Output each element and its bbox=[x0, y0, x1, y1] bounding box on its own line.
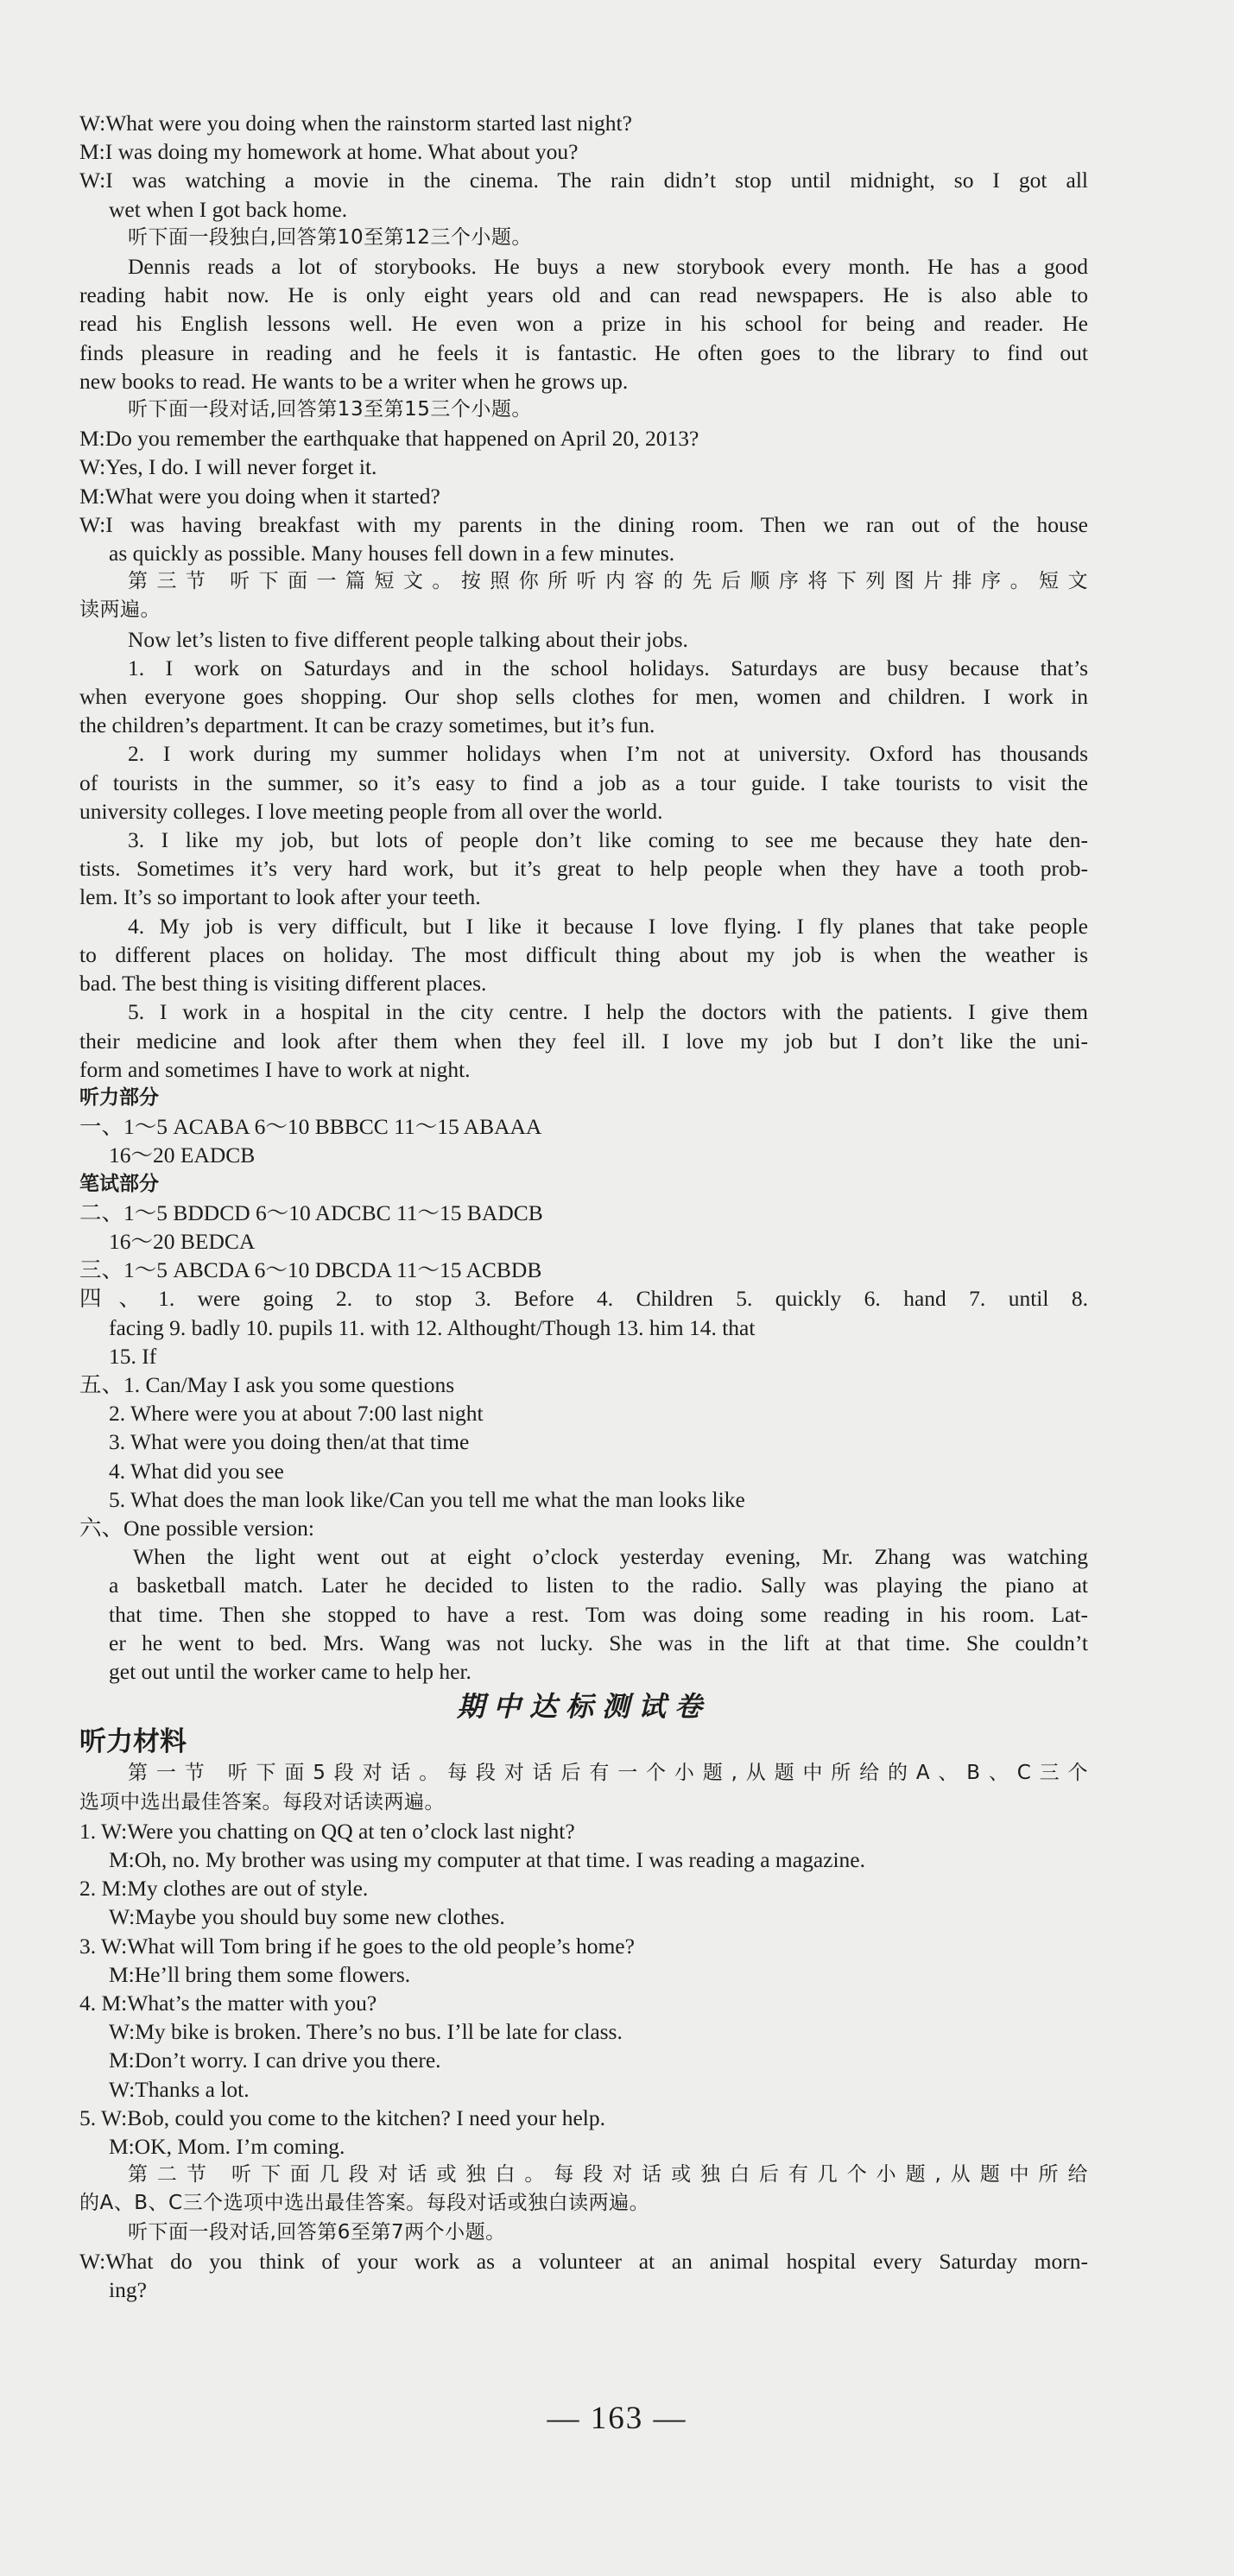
text-line: 4. My job is very difficult, but I like it because I love flying. I fly planes that take people bbox=[128, 913, 1088, 939]
text-line: wet when I got back home. bbox=[109, 196, 348, 222]
text-line: 三、1～5 ABCDA 6～10 DBCDA 11～15 ACBDB bbox=[79, 1257, 542, 1283]
text-line: get out until the worker came to help her. bbox=[109, 1658, 471, 1684]
text-line: 5. I work in a hospital in the city centre. I help the doctors with the patients. I give them bbox=[128, 999, 1088, 1025]
text-line: 笔试部分 bbox=[79, 1172, 159, 1195]
text-line: 一、1～5 ACABA 6～10 BBBCC 11～15 ABAAA bbox=[79, 1114, 542, 1140]
text-line: finds pleasure in reading and he feels it is fantastic. He often goes to the library to find out bbox=[79, 339, 1088, 365]
text-line: 的A、B、C三个选项中选出最佳答案。每段对话或独白读两遍。 bbox=[79, 2192, 650, 2215]
text-line: 1. I work on Saturdays and in the school holidays. Saturdays are busy because that’s bbox=[128, 655, 1088, 680]
text-line: 第三节 听下面一篇短文。按照你所听内容的先后顺序将下列图片排序。短文 bbox=[128, 570, 1088, 593]
text-line: W:Yes, I do. I will never forget it. bbox=[79, 454, 377, 480]
text-line: 选项中选出最佳答案。每段对话读两遍。 bbox=[79, 1790, 445, 1813]
text-line: 15. If bbox=[109, 1343, 157, 1369]
text-line: facing 9. badly 10. pupils 11. with 12. Althought/Though 13. him 14. that bbox=[109, 1314, 756, 1340]
answer-key-block bbox=[79, 109, 1088, 1686]
text-line: M:What were you doing when it started? bbox=[79, 483, 440, 509]
text-line: W:I was watching a movie in the cinema. The rain didn’t stop until midnight, so I got all bbox=[79, 168, 1088, 193]
text-line: M:Don’t worry. I can drive you there. bbox=[109, 2048, 441, 2073]
text-line: university colleges. I love meeting people from all over the world. bbox=[79, 798, 663, 824]
text-line: When the light went out at eight o’clock yesterday evening, Mr. Zhang was watching bbox=[133, 1544, 1088, 1570]
text-line: 第二节 听下面几段对话或独白。每段对话或独白后有几个小题,从题中所给 bbox=[128, 2163, 1088, 2187]
text-line: 第一节 听下面5段对话。每段对话后有一个小题,从题中所给的A、B、C三个 bbox=[128, 1762, 1088, 1785]
text-line: W:What were you doing when the rainstorm started last night? bbox=[79, 111, 632, 136]
text-line: 2. I work during my summer holidays when I’m not at university. Oxford has thousands bbox=[128, 741, 1088, 767]
text-line: when everyone goes shopping. Our shop sells clothes for men, women and children. I work in bbox=[79, 684, 1088, 710]
text-line: 六、One possible version: bbox=[79, 1515, 314, 1541]
text-line: 五、1. Can/May I ask you some questions bbox=[79, 1371, 455, 1397]
text-line: 二、1～5 BDDCD 6～10 ADCBC 11～15 BADCB bbox=[79, 1199, 543, 1225]
text-line: to different places on holiday. The most difficult thing about my job is when the weather is bbox=[79, 941, 1088, 967]
text-line: M:Do you remember the earthquake that happened on April 20, 2013? bbox=[79, 426, 699, 452]
text-line: 2. Where were you at about 7:00 last night bbox=[109, 1401, 484, 1427]
text-line: M:He’ll bring them some flowers. bbox=[109, 1961, 411, 1987]
text-line: W:What do you think of your work as a volunteer at an animal hospital every Saturday morn- bbox=[79, 2248, 1088, 2274]
document-body bbox=[79, 109, 1088, 2304]
text-line: new books to read. He wants to be a writer when he grows up. bbox=[79, 368, 629, 394]
text-line: a basketball match. Later he decided to listen to the radio. Sally was playing the piano at bbox=[109, 1573, 1088, 1598]
text-line: W:My bike is broken. There’s no bus. I’ll be late for class. bbox=[109, 2019, 623, 2045]
text-line: er he went to bed. Mrs. Wang was not lucky. She was in the lift at that time. She couldn’t bbox=[109, 1630, 1088, 1655]
text-line: 3. What were you doing then/at that time bbox=[109, 1429, 470, 1455]
text-line: read his English lessons well. He even won a prize in his school for being and reader. He bbox=[79, 311, 1088, 337]
text-line: their medicine and look after them when they feel ill. I love my job but I don’t like the uni- bbox=[79, 1028, 1088, 1054]
text-line: W:I was having breakfast with my parents in the dining room. Then we ran out of the house bbox=[79, 511, 1088, 537]
text-line: Now let’s listen to five different people talking about their jobs. bbox=[128, 626, 688, 652]
text-line: 4. M:What’s the matter with you? bbox=[79, 1991, 377, 2016]
text-line: 5. What does the man look like/Can you tell me what the man looks like bbox=[109, 1486, 745, 1512]
text-line: form and sometimes I have to work at night. bbox=[79, 1056, 471, 1082]
page-number: — 163 — bbox=[547, 2401, 687, 2436]
text-line: tists. Sometimes it’s very hard work, but it’s great to help people when they have a tooth prob- bbox=[79, 856, 1088, 882]
text-line: 读两遍。 bbox=[79, 598, 161, 622]
listening-material-block bbox=[79, 1759, 1088, 2304]
text-line: W:Maybe you should buy some new clothes. bbox=[109, 1904, 505, 1930]
text-line: 听下面一段对话,回答第13至第15三个小题。 bbox=[128, 398, 532, 421]
text-line: reading habit now. He is only eight years old and can read newspapers. He is also able to bbox=[79, 282, 1088, 308]
exam-title: 期中达标测试卷 bbox=[456, 1690, 711, 1724]
text-line: of tourists in the summer, so it’s easy to find a job as a tour guide. I take tourists to visit the bbox=[79, 769, 1088, 795]
text-line: 3. I like my job, but lots of people don’t like coming to see me because they hate den- bbox=[128, 827, 1088, 853]
text-line: W:Thanks a lot. bbox=[109, 2076, 250, 2102]
text-line: 四、1. were going 2. to stop 3. Before 4. Children 5. quickly 6. hand 7. until 8. bbox=[79, 1286, 1088, 1312]
text-line: 听下面一段独白,回答第10至第12三个小题。 bbox=[128, 225, 532, 249]
text-line: that time. Then she stopped to have a rest. Tom was doing some reading in his room. Lat- bbox=[109, 1601, 1088, 1627]
text-line: 3. W:What will Tom bring if he goes to the old people’s home? bbox=[79, 1933, 635, 1959]
text-line: 16～20 BEDCA bbox=[109, 1228, 256, 1254]
text-line: 1. W:Were you chatting on QQ at ten o’clock last night? bbox=[79, 1818, 575, 1844]
text-line: the children’s department. It can be crazy sometimes, but it’s fun. bbox=[79, 712, 655, 738]
text-line: Dennis reads a lot of storybooks. He buys a new storybook every month. He has a good bbox=[128, 254, 1088, 280]
text-line: as quickly as possible. Many houses fell down in a few minutes. bbox=[109, 541, 675, 566]
text-line: M:OK, Mom. I’m coming. bbox=[109, 2134, 345, 2160]
text-line: 5. W:Bob, could you come to the kitchen? I need your help. bbox=[79, 2104, 606, 2130]
text-line: 2. M:My clothes are out of style. bbox=[79, 1876, 369, 1902]
text-line: M:Oh, no. My brother was using my computer at that time. I was reading a magazine. bbox=[109, 1846, 865, 1872]
section-heading: 听力材料 bbox=[79, 1726, 187, 1758]
text-line: M:I was doing my homework at home. What about you? bbox=[79, 139, 579, 165]
text-line: lem. It’s so important to look after your teeth. bbox=[79, 884, 481, 910]
text-line: 听下面一段对话,回答第6至第7两个小题。 bbox=[128, 2220, 506, 2244]
text-line: bad. The best thing is visiting different places. bbox=[79, 971, 487, 997]
text-line: 听力部分 bbox=[79, 1085, 159, 1109]
text-line: 16～20 EADCB bbox=[109, 1142, 256, 1168]
text-line: 4. What did you see bbox=[109, 1458, 284, 1484]
text-line: ing? bbox=[109, 2277, 147, 2303]
